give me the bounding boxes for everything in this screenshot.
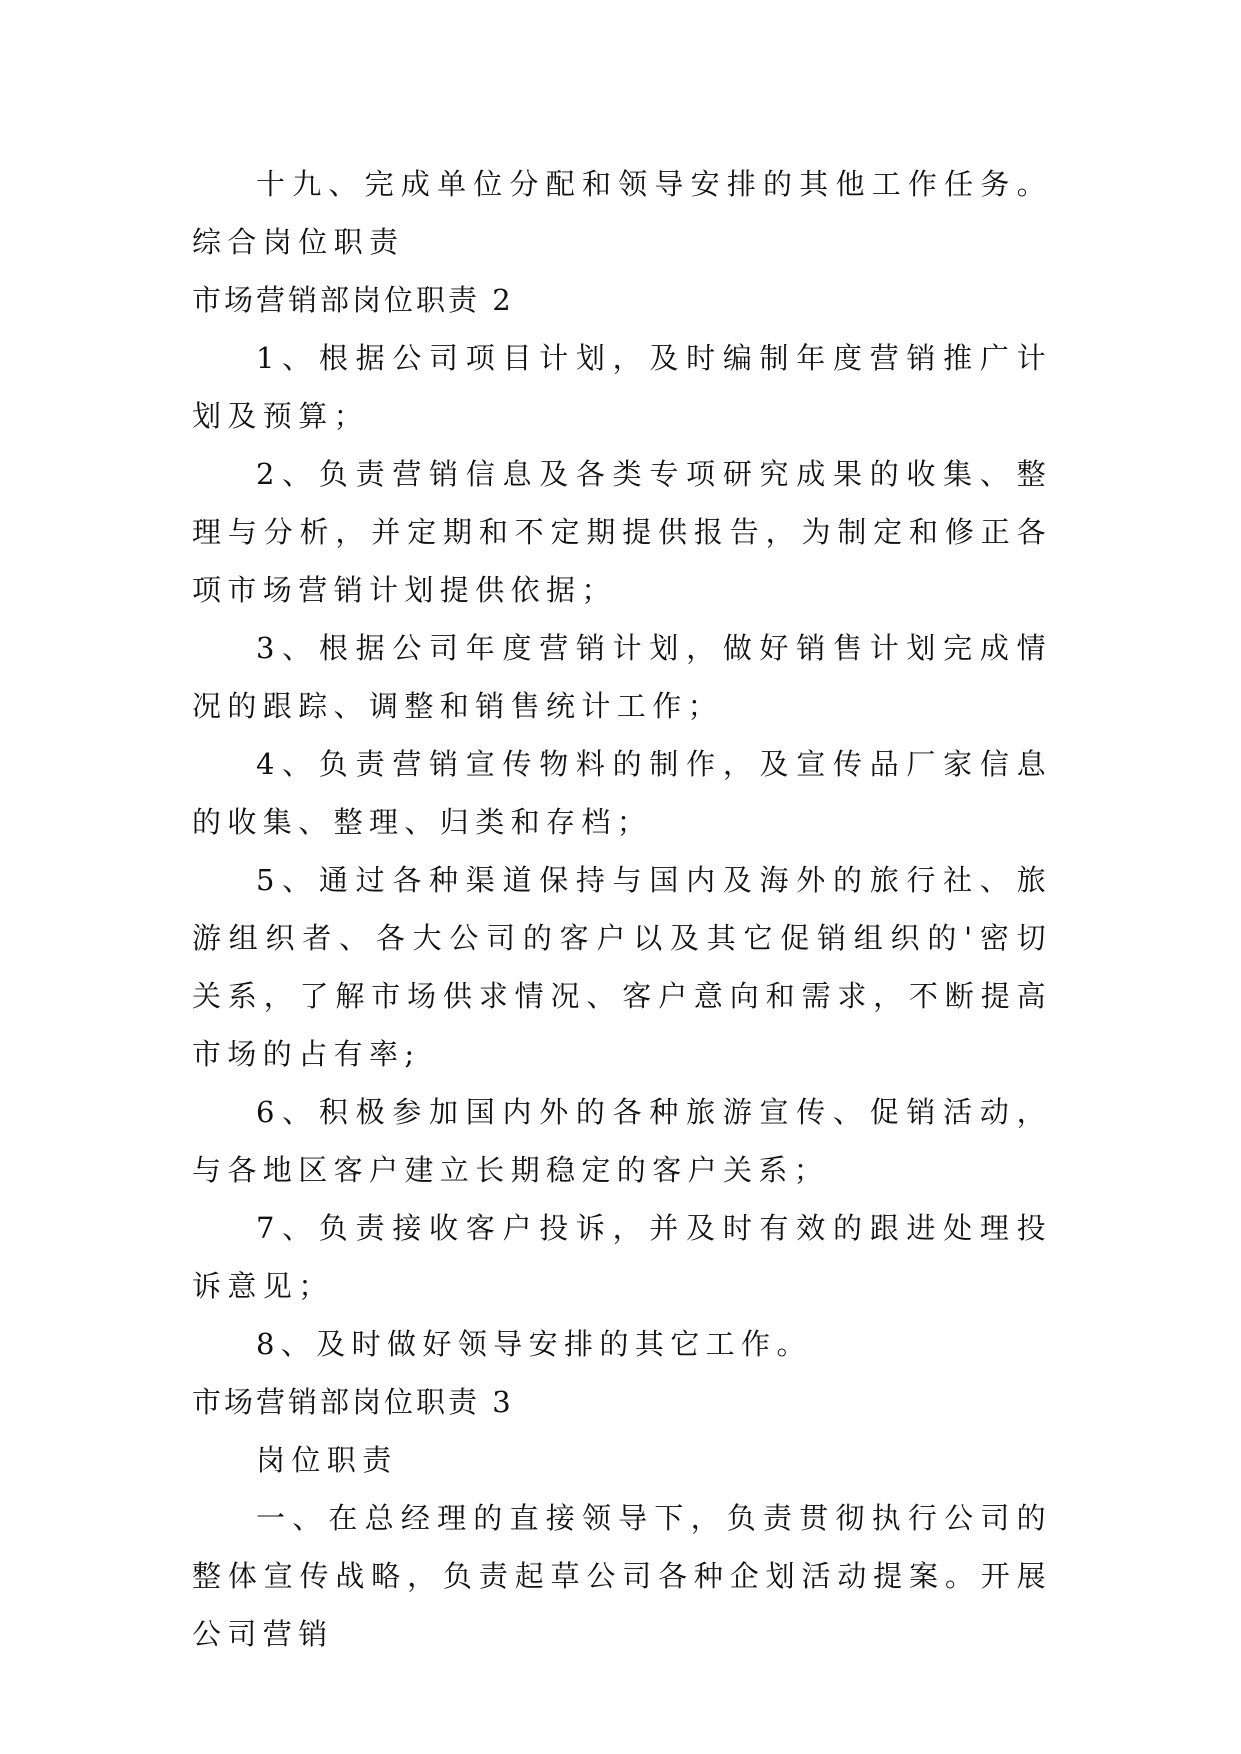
paragraph-item-one: 一、在总经理的直接领导下，负责贯彻执行公司的整体宣传战略，负责起草公司各种企划活动提案。开展公司营销 bbox=[192, 1501, 1052, 1651]
paragraph-item-6: 6、积极参加国内外的各种旅游宣传、促销活动，与各地区客户建立长期稳定的客户关系； bbox=[192, 1095, 1052, 1187]
paragraph-item-1: 1、根据公司项目计划，及时编制年度营销推广计划及预算； bbox=[192, 341, 1052, 433]
paragraph-item-5: 5、通过各种渠道保持与国内及海外的旅行社、旅游组织者、各大公司的客户以及其它促销组织的'密切关系，了解市场供求情况、客户意向和需求，不断提高市场的占有率; bbox=[192, 863, 1052, 1071]
paragraph-item-3: 3、根据公司年度营销计划，做好销售计划完成情况的跟踪、调整和销售统计工作； bbox=[192, 631, 1052, 723]
subheading-job-duties: 岗位职责 bbox=[256, 1443, 398, 1477]
paragraph-item-2: 2、负责营销信息及各类专项研究成果的收集、整理与分析，并定期和不定期提供报告，为制定和修正各项市场营销计划提供依据； bbox=[192, 457, 1052, 607]
paragraph-task-19: 十九、完成单位分配和领导安排的其他工作任务。 综合岗位职责 bbox=[192, 167, 1052, 259]
paragraph-item-4: 4、负责营销宣传物料的制作，及宣传品厂家信息的收集、整理、归类和存档； bbox=[192, 747, 1052, 839]
paragraph-item-7: 7、负责接收客户投诉，并及时有效的跟进处理投诉意见； bbox=[192, 1211, 1052, 1303]
section-heading-2: 市场营销部岗位职责 2 bbox=[192, 283, 514, 317]
document-page bbox=[192, 155, 1052, 1663]
paragraph-item-8: 8、及时做好领导安排的其它工作。 bbox=[256, 1327, 812, 1361]
section-heading-3: 市场营销部岗位职责 3 bbox=[192, 1385, 514, 1419]
